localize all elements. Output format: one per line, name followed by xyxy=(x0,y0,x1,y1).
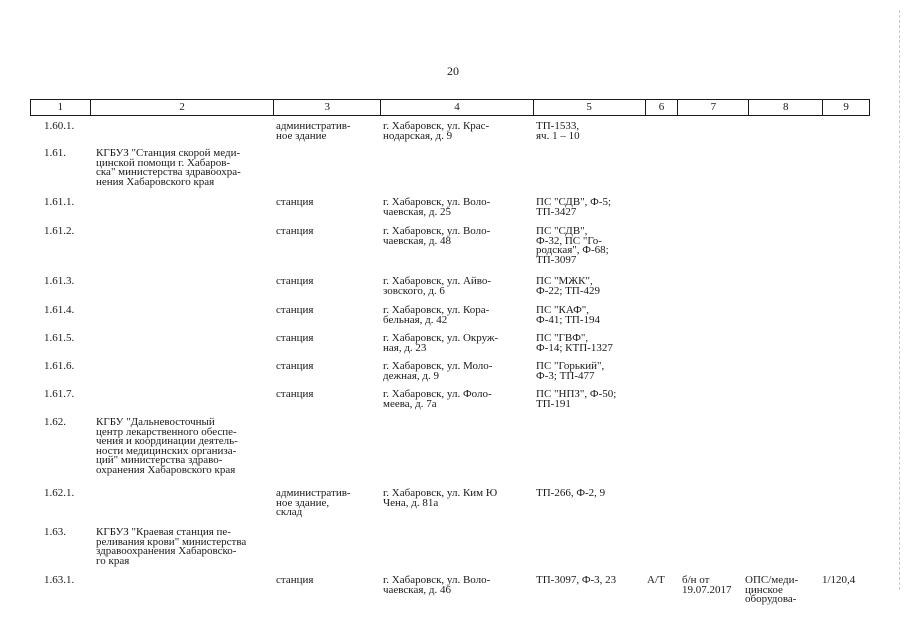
table-cell-col3: станция xyxy=(276,196,314,208)
column-header-7: 7 xyxy=(678,100,749,115)
table-cell-col1: 1.62. xyxy=(44,416,66,428)
table-cell-col8: ОПС/меди- цинское оборудова- xyxy=(745,574,799,605)
table-cell-col3: станция xyxy=(276,574,314,586)
table-cell-col5: ТП-3097, Ф-3, 23 xyxy=(536,574,617,586)
table-cell-col5: ПС "СДВ", Ф-5; ТП-3427 xyxy=(536,196,612,218)
column-header-6: 6 xyxy=(646,100,679,115)
table-cell-col2: КГБУ "Дальневосточный центр лекарственного обеспе- чения и координации деятель- ности медицинских организа- ций" министерства здраво- охранения Хабаровского края xyxy=(96,416,238,476)
column-header-4: 4 xyxy=(381,100,534,115)
table-cell-col6: А/Т xyxy=(647,574,665,586)
table-cell-col3: станция xyxy=(276,360,314,372)
table-cell-col7: б/н от 19.07.2017 xyxy=(682,574,732,596)
table-cell-col4: г. Хабаровск, ул. Айво- зовского, д. 6 xyxy=(383,275,492,297)
column-header-3: 3 xyxy=(274,100,381,115)
table-cell-col4: г. Хабаровск, ул. Ким Ю Чена, д. 81а xyxy=(383,487,498,509)
table-cell-col5: ТП-266, Ф-2, 9 xyxy=(536,487,606,499)
table-cell-col2: КГБУЗ "Краевая станция пе- реливания крови" министерства здравоохранения Хабаровско- го края xyxy=(96,526,247,567)
table-cell-col1: 1.61.5. xyxy=(44,332,75,344)
table-cell-col3: станция xyxy=(276,388,314,400)
table-cell-col5: ПС "МЖК", Ф-22; ТП-429 xyxy=(536,275,600,297)
page-number: 20 xyxy=(447,64,459,78)
column-header-5: 5 xyxy=(534,100,646,115)
table-cell-col1: 1.61.3. xyxy=(44,275,75,287)
table-cell-col3: станция xyxy=(276,304,314,316)
table-cell-col1: 1.63.1. xyxy=(44,574,75,586)
table-cell-col5: ПС "Горький", Ф-3; ТП-477 xyxy=(536,360,605,382)
table-cell-col4: г. Хабаровск, ул. Воло- чаевская, д. 46 xyxy=(383,574,491,596)
column-header-row xyxy=(30,99,870,116)
scan-edge xyxy=(898,10,900,590)
table-cell-col4: г. Хабаровск, ул. Фоло- меева, д. 7а xyxy=(383,388,492,410)
table-cell-col1: 1.62.1. xyxy=(44,487,75,499)
table-cell-col3: административ- ное здание xyxy=(276,120,351,142)
table-cell-col4: г. Хабаровск, ул. Воло- чаевская, д. 25 xyxy=(383,196,491,218)
table-cell-col5: ПС "КАФ", Ф-41; ТП-194 xyxy=(536,304,600,326)
table-cell-col1: 1.61. xyxy=(44,147,66,159)
table-cell-col4: г. Хабаровск, ул. Кора- бельная, д. 42 xyxy=(383,304,490,326)
table-cell-col5: ПС "ГВФ", Ф-14; КТП-1327 xyxy=(536,332,613,354)
table-cell-col5: ПС "СДВ", Ф-32, ПС "Го- родская", Ф-68; ТП-3097 xyxy=(536,225,609,266)
table-cell-col3: станция xyxy=(276,275,314,287)
table-cell-col9: 1/120,4 xyxy=(822,574,856,586)
table-cell-col3: станция xyxy=(276,225,314,237)
table-cell-col5: ТП-1533, яч. 1 – 10 xyxy=(536,120,580,142)
table-cell-col1: 1.60.1. xyxy=(44,120,75,132)
column-header-9: 9 xyxy=(843,101,849,113)
column-header-2: 2 xyxy=(91,100,275,115)
table-cell-col3: станция xyxy=(276,332,314,344)
table-cell-col3: административ- ное здание, склад xyxy=(276,487,351,518)
table-cell-col4: г. Хабаровск, ул. Воло- чаевская, д. 48 xyxy=(383,225,491,247)
table-cell-col1: 1.61.6. xyxy=(44,360,75,372)
table-cell-col5: ПС "НПЗ", Ф-50; ТП-191 xyxy=(536,388,617,410)
table-cell-col4: г. Хабаровск, ул. Окруж- ная, д. 23 xyxy=(383,332,499,354)
column-header-8: 8 xyxy=(749,100,823,115)
table-cell-col1: 1.63. xyxy=(44,526,66,538)
table-cell-col1: 1.61.2. xyxy=(44,225,75,237)
column-header-1: 1 xyxy=(31,100,91,115)
table-cell-col1: 1.61.7. xyxy=(44,388,75,400)
table-cell-col4: г. Хабаровск, ул. Моло- дежная, д. 9 xyxy=(383,360,493,382)
table-cell-col2: КГБУЗ "Станция скорой меди- цинской помощи г. Хабаров- ска" министерства здравоохра- нения Хабаровского края xyxy=(96,147,241,188)
table-cell-col4: г. Хабаровск, ул. Крас- нодарская, д. 9 xyxy=(383,120,490,142)
table-cell-col1: 1.61.4. xyxy=(44,304,75,316)
table-cell-col1: 1.61.1. xyxy=(44,196,75,208)
